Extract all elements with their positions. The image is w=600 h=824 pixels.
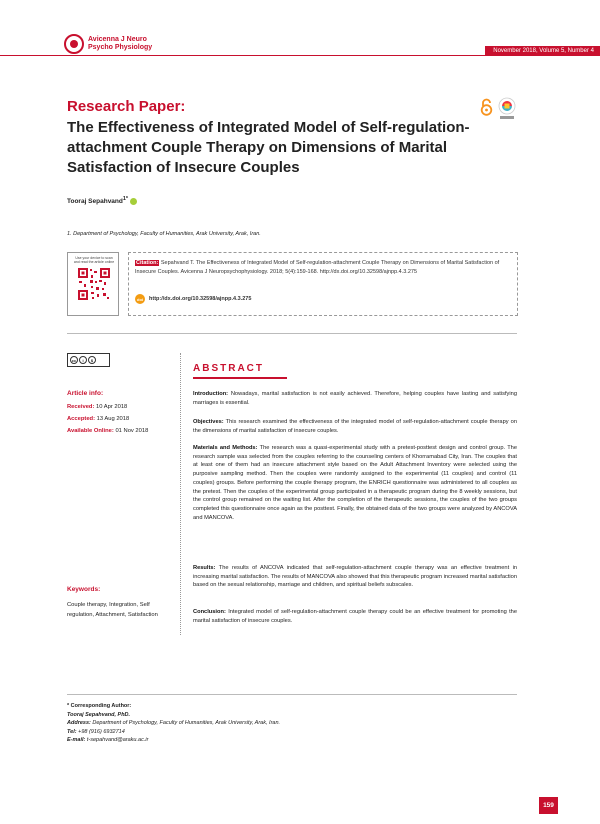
citation-text-block <box>135 259 507 276</box>
citation-label: Citation: <box>136 260 159 266</box>
online-date: Available Online: 01 Nov 2018 <box>67 428 149 434</box>
author-mark: 1* <box>122 196 128 202</box>
author-line <box>67 196 137 205</box>
corresponding-author <box>67 702 280 745</box>
corresponding-heading: * Corresponding Author: <box>67 703 132 709</box>
corresponding-name: Tooraj Sepahvand, PhD. <box>67 711 131 718</box>
keywords-heading: Keywords: <box>67 586 101 593</box>
abstract-methods: Materials and Methods: The research was a quasi-experimental study with a pretest-posttest design and control group. The research sample was selected from the couples referring to the counseling centers of Khorramabad City, Iran. The couples that at least one of them had an insecure attachment style based on the Adult Attachment Inventory were selected using the purposive sampling method. Then the couples were randomly assigned to the experimental (11 couples) and control (11 couples) groups. Before performing the couple therapy program, the ENRICH questionnaire was administered to all couples as the pretest. Then the couples of the experimental group participated in a therapeutic program during the 8 weekly sessions, but the control group remained on the waiting list. After the completion of the therapeutic sessions, the couples of the two groups completed this questionnaire once again as the posttest. Finally, the obtained data of the two groups were analyzed by ANCOVA and MANCOVA. <box>193 445 517 521</box>
journal-logo <box>64 34 152 54</box>
abstract-results: Results: The results of ANCOVA indicated that self-regulation-attachment couple therapy was an effective treatment in increasing marital satisfaction. The results of MANCOVA also showed that this therapeutic program increased marital satisfaction based on the sexual relationship, marriage and children, and spiritual beliefs subscales. <box>193 565 518 589</box>
journal-name-line2: Psycho Physiology <box>88 44 153 51</box>
received-date: Received: 10 Apr 2018 <box>67 404 128 410</box>
crossmark-icon[interactable] <box>498 97 516 121</box>
article-title: The Effectiveness of Integrated Model of Self-regulation-attachment Couple Therapy on Dimensions of Marital Satisfaction of Insecure Couples <box>67 119 470 176</box>
citation-box <box>128 252 518 316</box>
journal-logo-icon <box>64 34 84 54</box>
section-divider <box>67 333 517 334</box>
issue-badge: November 2018, Volume 5, Number 4 <box>485 46 600 56</box>
affiliation: 1. Department of Psychology, Faculty of Humanities, Arak University, Arak, Iran. <box>67 231 261 237</box>
footer-divider <box>67 694 517 695</box>
qr-code-icon[interactable] <box>77 267 111 301</box>
qr-code-box <box>67 252 119 316</box>
accepted-date: Accepted: 13 Aug 2018 <box>67 416 130 422</box>
abstract-underline <box>193 377 287 379</box>
corresponding-email: E-mail: t-sepahvand@araku.ac.ir <box>67 737 149 743</box>
paper-type: Research Paper: <box>67 98 186 115</box>
cc-license-icon[interactable]: cc i $ <box>67 353 110 367</box>
page-number: 159 <box>539 797 558 814</box>
orcid-icon[interactable] <box>130 198 137 205</box>
abstract-conclusion: Conclusion: Integrated model of self-regulation-attachment couple therapy could be an effective treatment for promoting the marital satisfaction of insecure couples. <box>193 609 518 624</box>
keywords-list: Couple therapy, Integration, Self regulation, Attachment, Satisfaction <box>67 602 158 618</box>
doi-icon: doi <box>135 294 145 304</box>
corresponding-tel: Tel: +98 (916) 6932714 <box>67 728 125 735</box>
article-info-heading: Article info: <box>67 390 104 397</box>
doi-row <box>135 294 251 304</box>
corresponding-address: Address: Department of Psychology, Faculty of Humanities, Arak University, Arak, Iran. <box>67 720 281 726</box>
journal-name-line1: Avicenna J Neuro <box>88 36 147 43</box>
qr-label: Use your device to scan and read the article online <box>73 256 115 264</box>
open-access-icon <box>480 98 493 116</box>
column-divider <box>180 353 181 635</box>
abstract-heading: ABSTRACT <box>193 363 264 374</box>
author-name: Tooraj Sepahvand <box>67 198 123 206</box>
citation-text: Sepahvand T. The Effectiveness of Integrated Model of Self-regulation-attachment Couple Therapy on Dimensions of Marital Satisfaction of Insecure Couples. Avicenna J Neuropsychophysiology. 2018; 5(4):159-168. http://dx.doi.org/10.32598/ajnpp.4.3.275 <box>135 260 500 275</box>
doi-link[interactable]: http://dx.doi.org/10.32598/ajnpp.4.3.275 <box>149 296 252 302</box>
abstract-introduction: Introduction: Nowadays, marital satisfaction is not easily achieved. Therefore, helping couples have lasting and satisfying marriages is essential. <box>193 391 517 406</box>
abstract-objectives: Objectives: This research examined the effectiveness of the integrated model of self-regulation-attachment couple therapy on the dimensions of marital satisfaction of insecure couples. <box>193 419 517 434</box>
